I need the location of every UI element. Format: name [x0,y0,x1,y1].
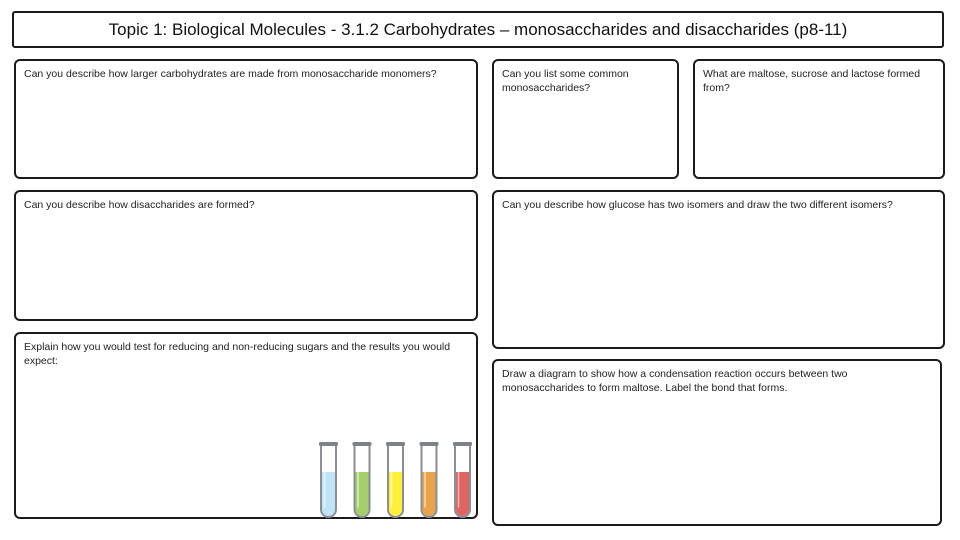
question-box-sugar-tests[interactable] [14,332,478,519]
question-box-larger-carbohydrates[interactable] [14,59,478,179]
question-text: Can you list some common monosaccharides? [502,68,629,94]
yellow-test-tube-icon [386,442,405,517]
question-box-glucose-isomers[interactable] [492,190,945,349]
question-text: What are maltose, sucrose and lactose formed from? [703,68,921,94]
question-text: Can you describe how disaccharides are formed? [24,199,255,211]
question-box-disaccharides-formed[interactable] [14,190,478,321]
question-box-common-monosaccharides[interactable] [492,59,679,179]
title-box [12,11,944,48]
blue-test-tube-icon [319,442,338,517]
question-text: Explain how you would test for reducing and non-reducing sugars and the results you would expect: [24,341,451,367]
page-title: Topic 1: Biological Molecules - 3.1.2 Carbohydrates – monosaccharides and disaccharides (p8-11) [108,19,848,39]
question-text: Can you describe how larger carbohydrates are made from monosaccharide monomers? [24,68,437,80]
question-box-condensation-diagram[interactable] [492,359,942,526]
red-test-tube-icon [453,442,472,517]
question-box-disaccharide-formation-sources[interactable] [693,59,945,179]
question-text: Draw a diagram to show how a condensation reaction occurs between two monosaccharides to form maltose. Label the bond that forms. [502,368,848,394]
test-tubes-illustration [318,438,488,520]
question-text: Can you describe how glucose has two isomers and draw the two different isomers? [502,199,893,211]
green-test-tube-icon [353,442,372,517]
orange-test-tube-icon [420,442,439,517]
